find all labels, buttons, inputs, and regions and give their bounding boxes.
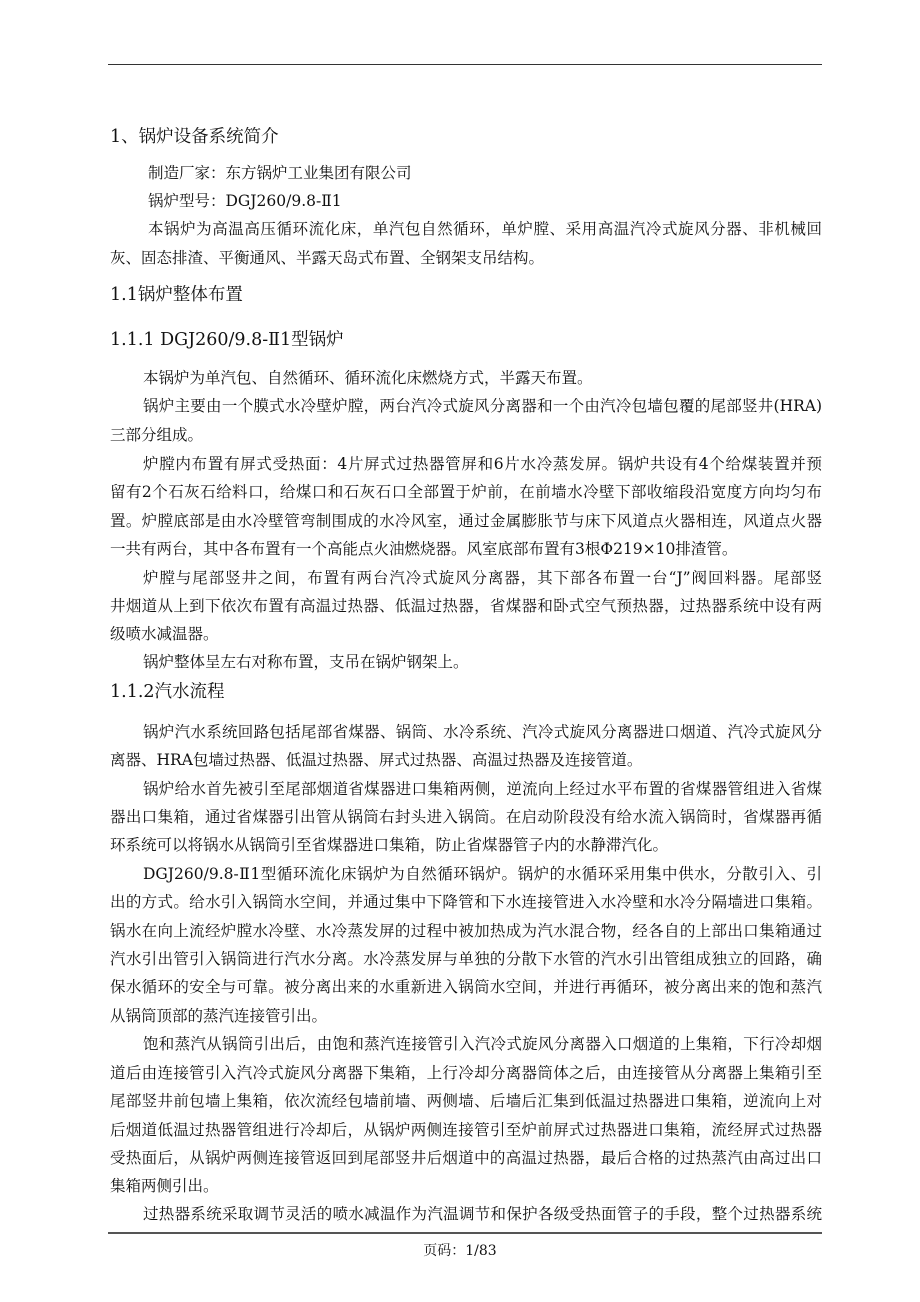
paragraph-line: 锅炉汽水系统回路包括尾部省煤器、锅筒、水冷系统、汽冷式旋风分离器进口烟道、汽冷式旋风分	[143, 723, 822, 741]
section-heading-1-1-2: 1.1.2汽水流程	[110, 682, 225, 702]
footer-rule	[108, 1232, 822, 1234]
paragraph-line: 饱和蒸汽从锅筒引出后，由饱和蒸汽连接管引入汽冷式旋风分离器入口烟道的上集箱，下行冷却烟	[143, 1035, 822, 1053]
paragraph-line: 环系统可以将锅水从锅筒引至省煤器进口集箱，防止省煤器管子内的水静滞汽化。	[110, 836, 669, 854]
paragraph-line: 炉膛与尾部竖井之间，布置有两台汽冷式旋风分离器，其下部各布置一台“J”阀回料器。尾部竖	[143, 569, 822, 587]
paragraph-line: 一共有两台，其中各布置有一个高能点火油燃烧器。风室底部布置有3根Φ219×10排渣管。	[110, 540, 738, 558]
paragraph-line: 锅炉整体呈左右对称布置，支吊在锅炉钢架上。	[143, 653, 469, 671]
paragraph-line: 受热面后，从锅炉两侧连接管返回到尾部竖井后烟道中的高温过热器，最后合格的过热蒸汽由高过出口	[110, 1149, 822, 1167]
paragraph-line: 从锅筒顶部的蒸汽连接管引出。	[110, 1007, 328, 1025]
paragraph-line: 出的方式。给水引入锅筒水空间，并通过集中下降管和下水连接管进入水冷壁和水冷分隔墙进口集箱。	[110, 893, 822, 911]
header-rule	[108, 64, 822, 65]
page-number: 页码：1/83	[423, 1243, 497, 1259]
paragraph-line: 锅水在向上流经炉膛水冷壁、水冷蒸发屏的过程中被加热成为汽水混合物，经各自的上部出口集箱通过	[110, 922, 822, 940]
paragraph-line: 离器、HRA包墙过热器、低温过热器、屏式过热器、高温过热器及连接管道。	[110, 751, 643, 769]
paragraph-line: 器出口集箱，通过省煤器引出管从锅筒右封头进入锅筒。在启动阶段没有给水流入锅筒时，省煤器再循	[110, 808, 822, 826]
paragraph-line: 炉膛内布置有屏式受热面：4片屏式过热器管屏和6片水冷蒸发屏。锅炉共设有4个给煤装置并预	[143, 455, 822, 473]
paragraph-line: DGJ260/9.8-Ⅱ1型循环流化床锅炉为自然循环锅炉。锅炉的水循环采用集中供水，分散引入、引	[143, 865, 822, 883]
model-line: 锅炉型号：DGJ260/9.8-Ⅱ1	[148, 192, 342, 210]
paragraph-line: 汽水引出管引入锅筒进行汽水分离。水冷蒸发屏与单独的分散下水管的汽水引出管组成独立的回路，确	[110, 950, 822, 968]
paragraph-line: 集箱两侧引出。	[110, 1177, 219, 1195]
manufacturer-line: 制造厂家：东方锅炉工业集团有限公司	[148, 164, 412, 182]
paragraph-line: 锅炉主要由一个膜式水冷壁炉膛，两台汽冷式旋风分离器和一个由汽冷包墙包覆的尾部竖井(HRA)	[143, 397, 822, 415]
section-heading-1-1-1: 1.1.1 DGJ260/9.8-Ⅱ1型锅炉	[110, 330, 344, 350]
paragraph-line: 保水循环的安全与可靠。被分离出来的水重新进入锅筒水空间，并进行再循环，被分离出来的饱和蒸汽	[110, 978, 822, 996]
paragraph-line: 道后由连接管引入汽冷式旋风分离器下集箱，上行冷却分离器筒体之后，由连接管从分离器上集箱引至	[110, 1064, 822, 1082]
paragraph-line: 井烟道从上到下依次布置有高温过热器、低温过热器，省煤器和卧式空气预热器，过热器系统中设有两	[110, 597, 822, 615]
paragraph-line: 三部分组成。	[110, 426, 204, 444]
section-heading-1: 1、锅炉设备系统简介	[110, 127, 279, 147]
section-heading-1-1: 1.1锅炉整体布置	[110, 285, 243, 305]
paragraph-line: 锅炉给水首先被引至尾部烟道省煤器进口集箱两侧，逆流向上经过水平布置的省煤器管组进入省煤	[143, 780, 822, 798]
paragraph-line: 置。炉膛底部是由水冷壁管弯制围成的水冷风室，通过金属膨胀节与床下风道点火器相连，风道点火器	[110, 512, 822, 530]
paragraph-line: 本锅炉为单汽包、自然循环、循环流化床燃烧方式，半露天布置。	[143, 369, 593, 387]
paragraph-line: 本锅炉为高温高压循环流化床，单汽包自然循环，单炉膛、采用高温汽冷式旋风分器、非机械回	[148, 220, 822, 238]
paragraph-line: 级喷水减温器。	[110, 625, 219, 643]
paragraph-line: 尾部竖井前包墙上集箱，依次流经包墙前墙、两侧墙、后墙后汇集到低温过热器进口集箱，逆流向上对	[110, 1092, 822, 1110]
paragraph-line: 后烟道低温过热器管组进行冷却后，从锅炉两侧连接管引至炉前屏式过热器进口集箱，流经屏式过热器	[110, 1121, 822, 1139]
paragraph-line: 灰、固态排渣、平衡通风、半露天岛式布置、全钢架支吊结构。	[110, 249, 545, 267]
paragraph-line: 过热器系统采取调节灵活的喷水减温作为汽温调节和保护各级受热面管子的手段，整个过热器系统	[143, 1205, 822, 1223]
paragraph-line: 留有2个石灰石给料口，给煤口和石灰石口全部置于炉前，在前墙水冷壁下部收缩段沿宽度方向均匀布	[110, 483, 822, 501]
